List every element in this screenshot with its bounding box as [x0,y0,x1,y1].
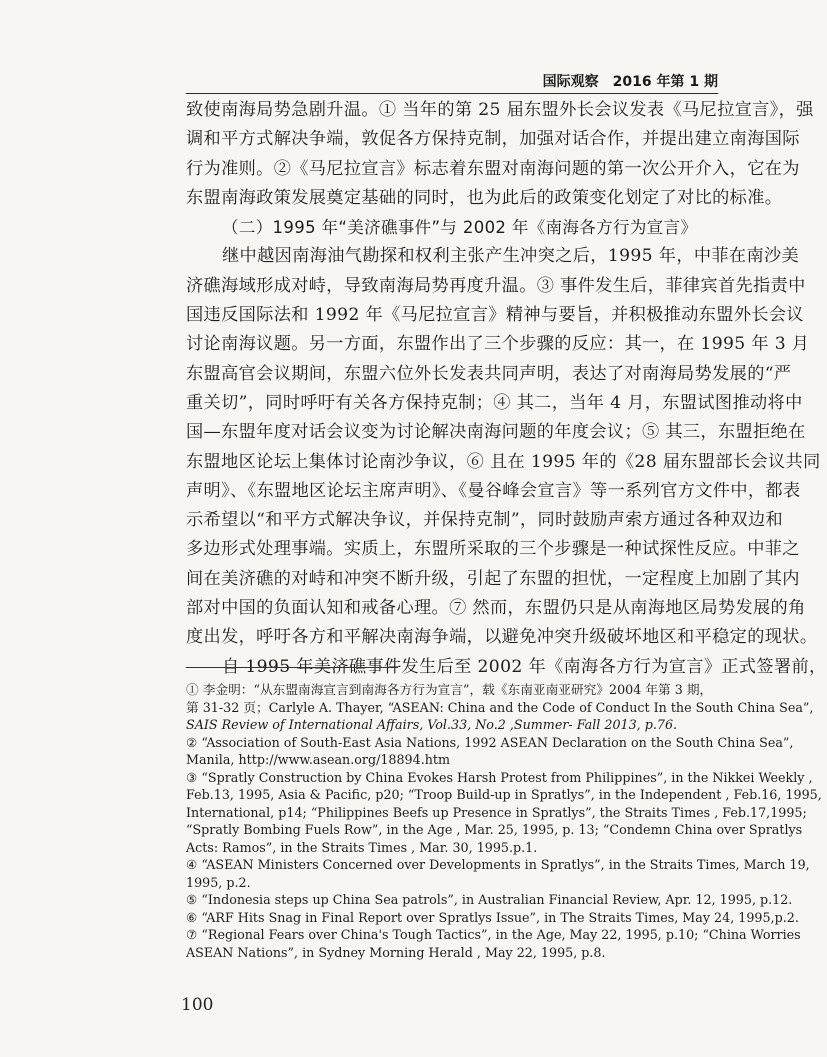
footnote-line: SAIS Review of International Affairs, Vol.33, No.2 ,Summer- Fall 2013, p.76. [186,717,678,732]
footnote-line: ⑥ “ARF Hits Snag in Final Report over Spratlys Issue”, in The Straits Times, May 24, 1995,p.2. [186,909,799,925]
page-number: 100 [181,995,214,1015]
body-line: 多边形式处理事端。实质上，东盟所采取的三个步骤是一种试探性反应。中菲之 [186,539,800,560]
body-line: 国违反国际法和 1992 年《马尼拉宣言》精神与要旨，并积极推动东盟外长会议 [186,305,804,326]
footnote-line: 1995, p.2. [186,874,251,890]
body-line: 致使南海局势急剧升温。① 当年的第 25 届东盟外长会议发表《马尼拉宣言》，强 [186,100,814,120]
running-header [186,69,718,93]
body-line: 继中越因南海油气勘探和权利主张产生冲突之后，1995 年，中菲在南沙美 [222,246,800,267]
header-rule [186,93,718,94]
footnote-line: “Spratly Bombing Fuels Row”, in the Age , Mar. 25, 1995, p. 13; “Condemn China over Spratlys [186,822,803,837]
body-line: 济礁海域形成对峙，导致南海局势再度升温。③ 事件发生后，菲律宾首先指责中 [186,275,806,296]
body-line: 间在美济礁的对峙和冲突不断升级，引起了东盟的担忧，一定程度上加剧了其内 [186,568,800,589]
footnote-rule [186,667,398,668]
body-line: 重关切”，同时呼吁有关各方保持克制；④ 其二，当年 4 月，东盟试图推动将中 [186,392,803,413]
footnote-line: ASEAN Nations”, in Sydney Morning Herald , May 22, 1995, p.8. [186,944,606,960]
footnote-line: ② “Association of South-East Asia Nations, 1992 ASEAN Declaration on the South China Sea”, [186,734,794,750]
footnote-line: ⑤ “Indonesia steps up China Sea patrols”, in Australian Financial Review, Apr. 12, 1995, p.12. [186,892,793,907]
body-line: 东盟南海政策发展奠定基础的同时，也为此后的政策变化划定了对比的标准。 [186,187,783,208]
footnote-line: Acts: Ramos”, in the Straits Times , Mar. 30, 1995.p.1. [186,839,538,855]
body-line: 国—东盟年度对话会议变为讨论解决南海问题的年度会议；⑤ 其三，东盟拒绝在 [186,422,806,443]
footnote-line: 第 31-32 页；Carlyle A. Thayer, “ASEAN: China and the Code of Conduct In the South China Sea”, [186,699,814,715]
footnote-line: Manila, http://www.asean.org/18894.htm [186,752,451,767]
body-line: 度出发，呼吁各方和平解决南海争端，以避免冲突升级破坏地区和平稳定的现状。 [186,627,818,648]
footnote-line: Feb.13, 1995, Asia & Pacific, p20; “Troop Build-up in Spratlys”, in the Independent , Feb.16, 1995, [186,787,822,802]
body-line: 声明》、《东盟地区论坛主席声明》、《曼谷峰会宣言》等一系列官方文件中，都表 [186,480,801,501]
section-heading: （二）1995 年“美济礁事件”与 2002 年《南海各方行为宣言》 [222,218,698,238]
body-line: 行为准则。②《马尼拉宣言》标志着东盟对南海问题的第一次公开介入，它在为 [186,158,800,179]
body-text [186,96,827,682]
footnote-line: ① 李金明：“从东盟南海宣言到南海各方行为宣言”，载《东南亚南亚研究》2004 年第 3 期， [186,682,713,697]
footnote-line: ④ “ASEAN Ministers Concerned over Developments in Spratlys”, in the Straits Times, March 19, [186,857,810,872]
body-line: 自 1995 年美济礁事件发生后至 2002 年《南海各方行为宣言》正式签署前， [222,656,827,677]
footnote-line: ⑦ “Regional Fears over China's Tough Tactics”, in the Age, May 22, 1995, p.10; “China Worries [186,927,801,942]
body-line: 东盟高官会议期间，东盟六位外长发表共同声明，表达了对南海局势发展的“严 [186,363,792,384]
body-line: 部对中国的负面认知和戒备心理。⑦ 然而，东盟仍只是从南海地区局势发展的角 [186,598,806,619]
footnotes [186,681,822,961]
body-line: 讨论南海议题。另一方面，东盟作出了三个步骤的反应：其一，在 1995 年 3 月 [186,334,810,355]
body-line: 东盟地区论坛上集体讨论南沙争议，⑥ 且在 1995 年的《28 届东盟部长会议共同 [186,451,821,472]
footnote-line: ③ “Spratly Construction by China Evokes Harsh Protest from Philippines”, in the Nikkei Weekly , [186,769,813,785]
footnote-line: International, p14; “Philippines Beefs up Presence in Spratlys”, the Straits Times , Feb.17,1995; [186,804,807,820]
body-line: 调和平方式解决争端，敦促各方保持克制，加强对话合作，并提出建立南海国际 [186,129,800,150]
running-title: 国际观察 2016 年第 1 期 [542,74,718,90]
body-line: 示希望以“和平方式解决争议，并保持克制”，同时鼓励声索方通过各种双边和 [186,510,784,531]
